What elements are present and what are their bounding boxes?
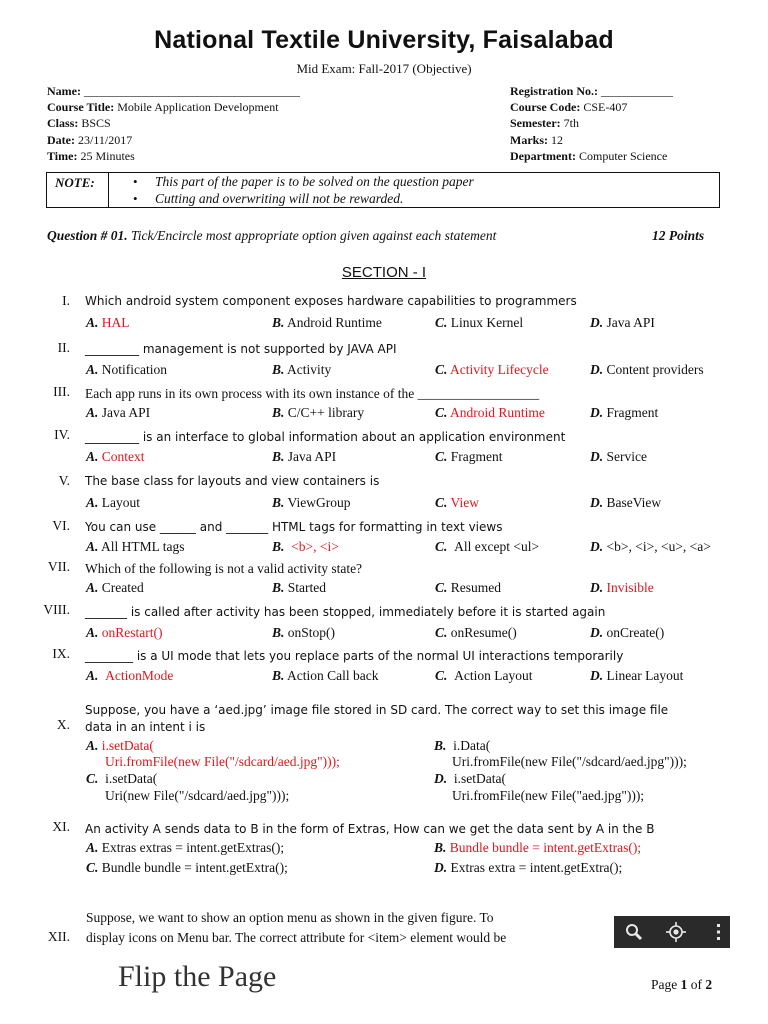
option-letter: D. xyxy=(434,771,448,786)
question-num: III. xyxy=(53,384,70,399)
option-b[interactable] xyxy=(272,625,335,641)
option-letter: C. xyxy=(435,405,448,420)
option-d[interactable] xyxy=(590,315,655,331)
option-d[interactable] xyxy=(590,668,683,684)
option-c[interactable] xyxy=(435,625,517,641)
option-text: <b>, <i> xyxy=(291,539,339,554)
name-label: Name: xyxy=(47,84,81,98)
option-a[interactable] xyxy=(86,738,154,754)
university-title: National Textile University, Faisalabad xyxy=(154,26,614,54)
option-letter: B. xyxy=(272,362,285,377)
option-letter: A. xyxy=(86,362,99,377)
option-letter: D. xyxy=(590,625,604,640)
option-letter: C. xyxy=(86,771,99,786)
question-text: Which android system component exposes hardware capabilities to programmers xyxy=(85,294,577,308)
option-b[interactable] xyxy=(272,315,382,331)
option-text: onRestart() xyxy=(101,625,163,640)
option-text: Linux Kernel xyxy=(450,315,524,330)
option-letter: A. xyxy=(86,405,99,420)
question-num: IX. xyxy=(52,646,70,661)
option-d[interactable] xyxy=(434,860,622,876)
option-letter: B. xyxy=(272,405,285,420)
department-value: Computer Science xyxy=(578,149,668,163)
option-letter: A. xyxy=(86,315,99,330)
option-text: Started xyxy=(287,580,327,595)
page-word: Page xyxy=(651,977,678,992)
option-text: Invisible xyxy=(606,580,654,595)
department-row xyxy=(510,149,667,164)
option-letter: C. xyxy=(435,539,448,554)
option-text: Fragment xyxy=(450,449,503,464)
option-text: Action Layout xyxy=(454,668,533,683)
marks-label: Marks: xyxy=(510,133,548,147)
course-title-row xyxy=(47,100,279,115)
option-letter: D. xyxy=(590,405,604,420)
option-a[interactable] xyxy=(86,840,284,856)
option-text: Layout xyxy=(101,495,141,510)
option-letter: D. xyxy=(590,495,604,510)
option-a[interactable] xyxy=(86,362,167,378)
option-text: C/C++ library xyxy=(287,405,365,420)
search-icon xyxy=(627,925,641,939)
option-c-continued: Uri(new File("/sdcard/aed.jpg"))); xyxy=(105,788,290,803)
option-letter: A. xyxy=(86,738,99,753)
date-label: Date: xyxy=(47,133,75,147)
question-instruction: Tick/Encircle most appropriate option given against each statement xyxy=(131,228,497,243)
question-num: II. xyxy=(57,340,70,355)
question-num: V. xyxy=(58,473,70,488)
semester-value: 7th xyxy=(563,116,579,130)
option-d[interactable] xyxy=(590,405,658,421)
bullet-icon: • xyxy=(133,191,138,206)
question-num: VII. xyxy=(47,559,70,574)
option-letter: B. xyxy=(272,315,285,330)
option-text: Created xyxy=(101,580,144,595)
question-text: Suppose, we want to show an option menu as shown in the given figure. To xyxy=(86,910,494,925)
option-text: View xyxy=(450,495,479,510)
page-total: 2 xyxy=(705,977,713,992)
option-letter: C. xyxy=(435,449,448,464)
option-d[interactable] xyxy=(590,495,661,511)
option-letter: D. xyxy=(590,580,604,595)
registration-value: ____________ xyxy=(600,84,673,98)
option-d[interactable] xyxy=(590,625,664,641)
option-a[interactable] xyxy=(86,580,144,596)
option-b-continued: Uri.fromFile(new File("/sdcard/aed.jpg"))); xyxy=(452,754,687,769)
time-row xyxy=(47,149,135,164)
option-letter: D. xyxy=(590,668,604,683)
option-text: Content providers xyxy=(606,362,704,377)
question-text: Which of the following is not a valid activity state? xyxy=(85,561,363,576)
date-value: 23/11/2017 xyxy=(77,133,133,147)
option-a[interactable] xyxy=(86,495,140,511)
option-b[interactable] xyxy=(272,495,350,511)
option-text: Android Runtime xyxy=(287,315,382,330)
question-text: You can use ______ and _______ HTML tags for formatting in text views xyxy=(85,520,503,534)
option-letter: A. xyxy=(86,625,99,640)
option-a-continued: Uri.fromFile(new File("/sdcard/aed.jpg"))); xyxy=(105,754,340,769)
option-letter: C. xyxy=(435,362,448,377)
option-letter: D. xyxy=(590,449,604,464)
marks-value: 12 xyxy=(551,133,563,147)
option-a[interactable] xyxy=(86,539,185,555)
note-label: NOTE: xyxy=(47,173,109,207)
option-a[interactable] xyxy=(86,405,150,421)
option-text: Linear Layout xyxy=(606,668,684,683)
question-num: VI. xyxy=(52,518,70,533)
question-text: display icons on Menu bar. The correct attribute for <item> element would be xyxy=(86,930,507,945)
option-text: ViewGroup xyxy=(287,495,351,510)
question-text: Suppose, you have a ‘aed.jpg’ image file stored in SD card. The correct way to set this image file xyxy=(85,703,669,717)
option-letter: C. xyxy=(435,495,448,510)
question-heading xyxy=(47,228,496,244)
option-text: Java API xyxy=(287,449,337,464)
option-c[interactable] xyxy=(435,362,549,378)
option-text: Notification xyxy=(101,362,167,377)
option-b[interactable] xyxy=(434,738,490,754)
option-text: onCreate() xyxy=(606,625,665,640)
option-b[interactable] xyxy=(272,449,336,465)
registration-label: Registration No.: xyxy=(510,84,598,98)
question-num: I. xyxy=(62,293,70,308)
overflow-menu-icon xyxy=(717,924,720,940)
option-b[interactable] xyxy=(272,668,379,684)
name-row xyxy=(47,84,300,99)
question-text: _________ management is not supported by JAVA API xyxy=(85,342,397,356)
option-text: Java API xyxy=(606,315,655,330)
option-letter: A. xyxy=(86,539,99,554)
course-code-label: Course Code: xyxy=(510,100,581,114)
option-a[interactable] xyxy=(86,625,163,641)
question-num: IV. xyxy=(54,427,70,442)
course-code-row xyxy=(510,100,627,115)
question-num: XII. xyxy=(47,929,70,944)
option-letter: B. xyxy=(272,449,285,464)
option-letter: B. xyxy=(272,668,285,683)
page-current: 1 xyxy=(680,977,688,992)
exam-subtitle: Mid Exam: Fall-2017 (Objective) xyxy=(296,61,472,76)
option-text: Java API xyxy=(101,405,151,420)
note-box xyxy=(46,172,720,208)
option-text: Extras extra = intent.getExtra(); xyxy=(450,860,623,875)
question-text: The base class for layouts and view containers is xyxy=(85,474,380,488)
option-d[interactable] xyxy=(590,449,647,465)
option-letter: B. xyxy=(434,840,447,855)
option-c[interactable] xyxy=(435,315,523,331)
option-letter: C. xyxy=(435,580,448,595)
option-text: Activity xyxy=(287,362,332,377)
option-text: Android Runtime xyxy=(450,405,545,420)
bullet-icon: • xyxy=(133,174,138,189)
option-d[interactable] xyxy=(590,580,654,596)
option-text: Bundle bundle = intent.getExtras(); xyxy=(449,840,642,855)
time-label: Time: xyxy=(47,149,78,163)
note-item: This part of the paper is to be solved on the question paper xyxy=(155,174,474,189)
option-b[interactable] xyxy=(272,580,326,596)
option-text: Bundle bundle = intent.getExtra(); xyxy=(101,860,288,875)
option-letter: A. xyxy=(86,449,99,464)
option-b[interactable] xyxy=(434,840,641,856)
option-text: ActionMode xyxy=(105,668,174,683)
option-letter: D. xyxy=(590,315,604,330)
class-value: BSCS xyxy=(81,116,111,130)
option-c[interactable] xyxy=(435,580,501,596)
option-letter: A. xyxy=(86,580,99,595)
location-target-icon xyxy=(666,922,686,942)
option-text: Fragment xyxy=(606,405,659,420)
question-num: VIII. xyxy=(43,602,70,617)
option-text: onStop() xyxy=(287,625,336,640)
course-title-value: Mobile Application Development xyxy=(117,100,279,114)
option-text: BaseView xyxy=(606,495,662,510)
question-number: Question # 01. xyxy=(47,228,128,243)
option-letter: B. xyxy=(434,738,447,753)
question-text: ________ is a UI mode that lets you replace parts of the normal UI interactions temporarily xyxy=(85,649,624,663)
option-c[interactable] xyxy=(435,449,503,465)
question-text: _______ is called after activity has been stopped, immediately before it is started again xyxy=(85,605,606,619)
class-label: Class: xyxy=(47,116,79,130)
question-text: data in an intent i is xyxy=(85,720,206,734)
option-text: Action Call back xyxy=(287,668,379,683)
option-text: Context xyxy=(101,449,145,464)
option-text: Resumed xyxy=(450,580,502,595)
option-letter: B. xyxy=(272,495,285,510)
name-value: ____________________________________ xyxy=(83,84,300,98)
date-row xyxy=(47,133,132,148)
option-letter: C. xyxy=(86,860,99,875)
option-text: i.setData( xyxy=(101,738,154,753)
option-b[interactable] xyxy=(272,405,364,421)
question-text: Each app runs in its own process with its own instance of the __________________ xyxy=(85,386,540,401)
option-letter: D. xyxy=(434,860,448,875)
course-title-label: Course Title: xyxy=(47,100,115,114)
option-text: onResume() xyxy=(450,625,517,640)
option-c[interactable] xyxy=(435,405,545,421)
option-c[interactable] xyxy=(435,495,479,511)
option-b[interactable] xyxy=(272,362,331,378)
marks-row xyxy=(510,133,563,148)
option-text: HAL xyxy=(101,315,130,330)
option-text: i.Data( xyxy=(453,738,491,753)
question-num: XI. xyxy=(52,819,70,834)
option-letter: A. xyxy=(86,840,99,855)
option-a[interactable] xyxy=(86,668,173,684)
registration-row xyxy=(510,84,673,99)
note-item: Cutting and overwriting will not be rewarded. xyxy=(155,191,404,206)
section-title: SECTION - I xyxy=(341,264,427,281)
option-a[interactable] xyxy=(86,315,130,331)
option-d[interactable] xyxy=(434,771,506,787)
option-letter: A. xyxy=(86,495,99,510)
option-text: All except <ul> xyxy=(454,539,540,554)
option-letter: B. xyxy=(272,580,285,595)
question-num: X. xyxy=(56,717,70,732)
option-letter: D. xyxy=(590,362,604,377)
option-letter: C. xyxy=(435,315,448,330)
option-letter: D. xyxy=(590,539,604,554)
option-letter: B. xyxy=(272,625,285,640)
option-c[interactable] xyxy=(86,771,157,787)
option-letter: C. xyxy=(435,625,448,640)
option-text: i.setData( xyxy=(105,771,158,786)
semester-label: Semester: xyxy=(510,116,561,130)
semester-row xyxy=(510,116,579,131)
menu-bar-icons xyxy=(614,916,730,948)
option-b[interactable] xyxy=(272,539,339,555)
option-c[interactable] xyxy=(86,860,288,876)
option-text: <b>, <i>, <u>, <a> xyxy=(606,539,711,554)
option-text: Service xyxy=(606,449,647,464)
time-value: 25 Minutes xyxy=(80,149,135,163)
option-letter: C. xyxy=(435,668,448,683)
option-a[interactable] xyxy=(86,449,145,465)
question-text: An activity A sends data to B in the form of Extras, How can we get the data sent by A in the B xyxy=(85,822,655,836)
option-d-continued: Uri.fromFile(new File("aed.jpg"))); xyxy=(452,788,645,803)
option-text: All HTML tags xyxy=(101,539,185,554)
question-text: _________ is an interface to global information about an application environment xyxy=(85,430,566,444)
option-text: i.setData( xyxy=(453,771,506,786)
option-letter: A. xyxy=(86,668,99,683)
option-d[interactable] xyxy=(590,539,711,555)
page-of: of xyxy=(690,977,702,992)
option-d[interactable] xyxy=(590,362,704,378)
flip-page-text: Flip the Page xyxy=(118,960,277,993)
option-c[interactable] xyxy=(435,539,539,555)
class-row xyxy=(47,116,111,131)
course-code-value: CSE-407 xyxy=(583,100,628,114)
option-text: Activity Lifecycle xyxy=(450,362,549,377)
question-points: 12 Points xyxy=(652,228,705,243)
page-indicator xyxy=(651,977,712,993)
department-label: Department: xyxy=(510,149,576,163)
option-text: Extras extras = intent.getExtras(); xyxy=(101,840,285,855)
option-letter: B. xyxy=(272,539,285,554)
option-c[interactable] xyxy=(435,668,533,684)
menu-bar-figure xyxy=(614,916,730,948)
